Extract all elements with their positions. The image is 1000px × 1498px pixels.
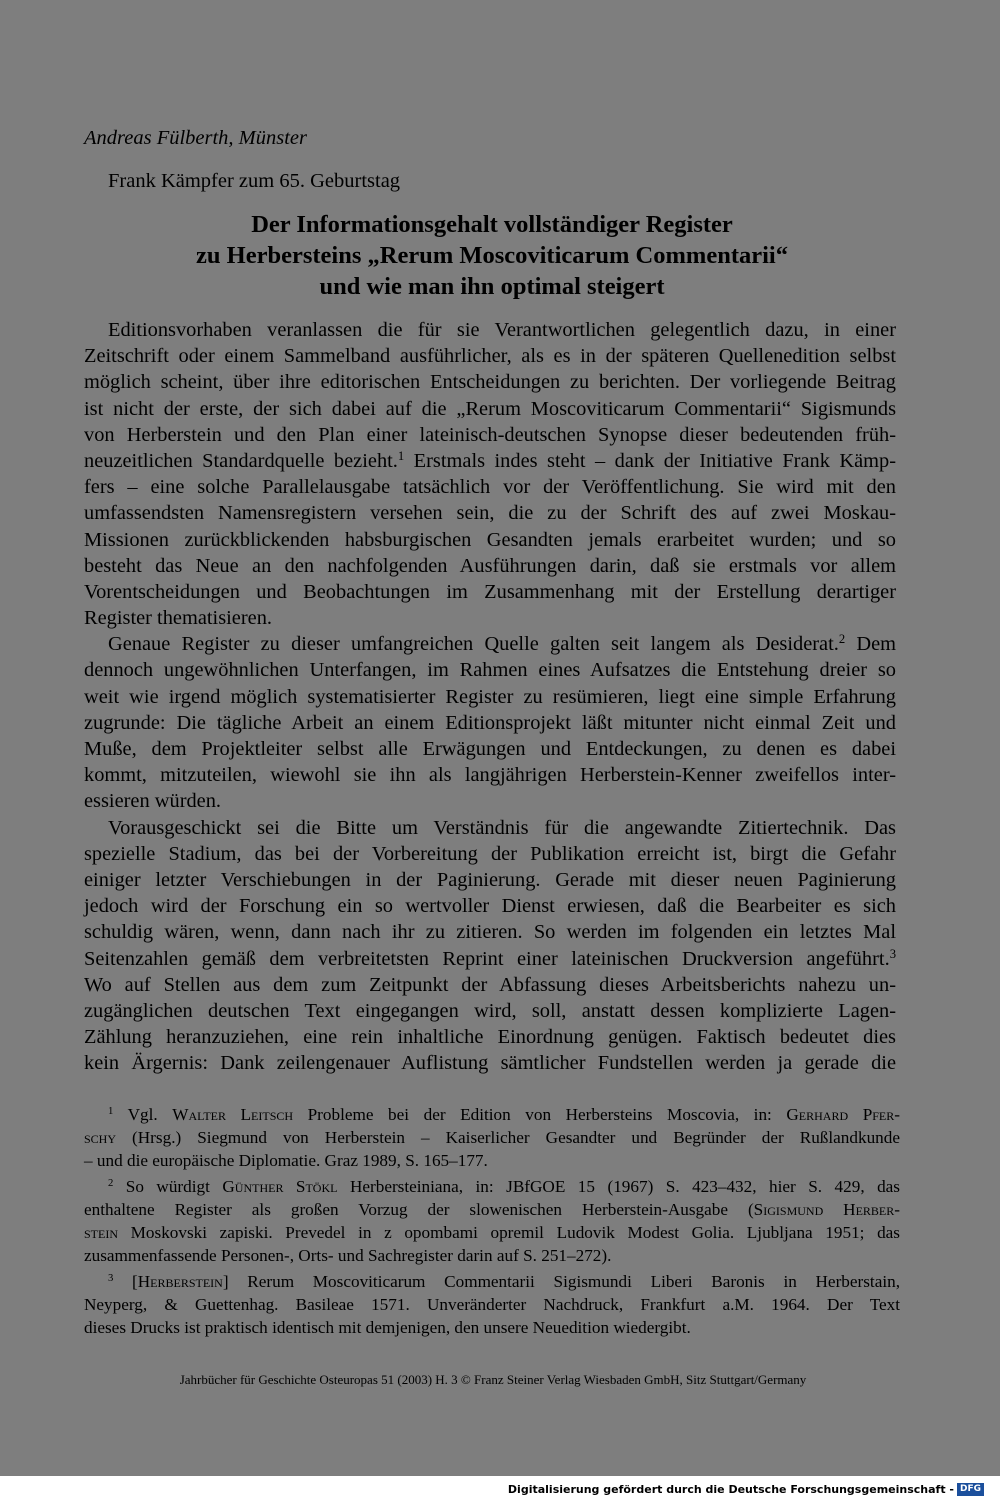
- author-name: stein: [84, 1223, 118, 1242]
- footnote-2: [84, 1175, 900, 1267]
- footnote-number: 3: [108, 1273, 114, 1285]
- footnote-line: dieses Drucks ist praktisch identisch mit demjenigen, den unsere Neuedition wiedergibt.: [84, 1318, 691, 1337]
- footnote-text: So würdigt: [113, 1177, 223, 1196]
- body-line: Vorentscheidungen und Beobachtungen im Zusammenhang mit der Erstellung derartiger: [84, 580, 896, 603]
- footnote-line: [84, 1126, 900, 1149]
- footnote-line: [84, 1270, 900, 1293]
- body-line: Wo auf Stellen aus dem zum Zeitpunkt der Abfassung dieses Arbeitsberichts nahezu un-: [84, 973, 896, 996]
- body-text: Genaue Register zu dieser umfangreichen Quelle galten seit langem als Desiderat.: [108, 633, 839, 656]
- body-text: Seitenzahlen gemäß dem verbreitetsten Reprint einer lateinischen Druckversion angeführt.: [84, 947, 890, 970]
- body-text: neuzeitlichen Standardquelle bezieht.: [84, 449, 398, 472]
- footnote-line: – und die europäische Diplomatie. Graz 1989, S. 165–177.: [84, 1151, 488, 1170]
- journal-citation: Jahrbücher für Geschichte Osteuropas 51 (2003) H. 3 © Franz Steiner Verlag Wiesbaden GmbH, Sitz Stuttgart/Germany: [179, 1372, 807, 1387]
- body-line: jedoch wird der Forschung ein so wertvoller Dienst erwiesen, daß die Bearbeiter es sich: [84, 895, 896, 918]
- body-line: Zählung heranzuziehen, eine rein inhaltliche Einordnung genügen. Faktisch bedeutet dies: [84, 1026, 896, 1049]
- title-line-1: Der Informationsgehalt vollständiger Register: [251, 211, 733, 238]
- footnote-number: 2: [108, 1178, 114, 1190]
- footnote-line: [84, 1103, 900, 1126]
- footnote-1: [84, 1103, 900, 1172]
- body-line: essieren würden.: [84, 790, 222, 813]
- footnote-text: [: [113, 1272, 138, 1291]
- digitization-text: Digitalisierung gefördert durch die Deutsche Forschungsgemeinschaft -: [507, 1482, 954, 1496]
- body-line: kommt, mitzuteilen, wiewohl sie ihn als langjährigen Herberstein-Kenner zweifellos inter-: [84, 764, 896, 787]
- body-line: [84, 946, 896, 972]
- footnote-marker: 1: [397, 448, 405, 463]
- body-line: einiger letzter Verschiebungen in der Paginierung. Gerade mit dieser neuen Paginierung: [84, 868, 896, 891]
- footnote-line: [84, 1175, 900, 1198]
- footnotes: [84, 1103, 900, 1339]
- body-line: besteht das Neue an den nachfolgenden Ausführungen darin, daß sie erstmals vor allem: [84, 554, 896, 577]
- author-line: Andreas Fülberth, Münster: [84, 127, 308, 149]
- body-line: weit wie irgend möglich systematisierter Register zu resümieren, liegt eine simple Erfahrung: [84, 685, 896, 708]
- title-line-3: und wie man ihn optimal steigert: [319, 273, 665, 300]
- article-title: [84, 209, 900, 302]
- footnote-line: zusammenfassende Personen-, Orts- und Sachregister darin auf S. 251–272).: [84, 1246, 612, 1265]
- body-text: Erstmals indes steht – dank der Initiative Frank Kämp-: [404, 449, 896, 472]
- digitization-notice: [508, 1482, 984, 1496]
- footnote-text: Probleme bei der Edition von Herbersteins Moscovia, in:: [293, 1105, 787, 1124]
- dfg-logo-icon: DFG: [957, 1483, 984, 1496]
- author-name: Gerhard Pfer-: [786, 1105, 900, 1124]
- footnote-3: [84, 1270, 900, 1339]
- body-line: [84, 631, 896, 657]
- body-line: Editionsvorhaben veranlassen die für sie Verantwortlichen gelegentlich dazu, in einer: [108, 319, 896, 341]
- footnote-line: [84, 1221, 900, 1244]
- body-text: Dem: [845, 633, 897, 656]
- article-body: [84, 317, 896, 1076]
- footnote-text: Herbersteiniana, in: JBfGOE 15 (1967) S. 423–432, hier S. 429, das: [337, 1177, 900, 1196]
- footnote-text: Moskovski zapiski. Prevedel in z opombami opremil Ludovik Modest Golia. Ljubljana 1951; das: [118, 1223, 900, 1242]
- author-name: schy: [84, 1128, 117, 1147]
- author-name: Herberstein: [137, 1272, 223, 1291]
- body-line: umfassendsten Namensregistern versehen sein, die zu der Schrift des auf zwei Moskau-: [84, 502, 896, 525]
- footnote-text: Vgl.: [113, 1105, 173, 1124]
- footnote-marker: 3: [889, 946, 896, 961]
- body-line: möglich scheint, über ihre editorischen Entscheidungen zu berichten. Der vorliegende Beitrag: [84, 371, 896, 394]
- author-name: Günther Stökl: [222, 1177, 338, 1196]
- dedication-line: Frank Kämpfer zum 65. Geburtstag: [108, 170, 401, 192]
- body-line: [84, 448, 896, 474]
- title-line-2: zu Herbersteins „Rerum Moscoviticarum Commentarii“: [196, 242, 788, 269]
- body-line: von Herberstein und den Plan einer lateinisch-deutschen Synopse dieser bedeutenden früh-: [84, 423, 896, 446]
- body-line: Missionen zurückblickenden habsburgischen Gesandten jemals erarbeitet wurden; und so: [84, 528, 896, 551]
- body-line: fers – eine solche Parallelausgabe tatsächlich vor der Veröffentlichung. Sie wird mit den: [84, 476, 896, 499]
- footnote-text: enthaltene Register als großen Vorzug der slowenischen Herberstein-Ausgabe (: [84, 1200, 754, 1219]
- author-name: Sigismund Herber-: [753, 1200, 900, 1219]
- footnote-marker: 2: [838, 632, 846, 647]
- footnote-number: 1: [108, 1106, 114, 1118]
- body-line: Zeitschrift oder einem Sammelband ausführlicher, als es in der späteren Quellenedition selbst: [84, 345, 896, 368]
- footnote-line: Neyperg, & Guettenhag. Basileae 1571. Unveränderter Nachdruck, Frankfurt a.M. 1964. Der Text: [84, 1295, 900, 1314]
- author-name: Walter Leitsch: [172, 1105, 294, 1124]
- body-line: zugrunde: Die tägliche Arbeit an einem Editionsprojekt läßt mitunter nicht einmal Zeit und: [84, 711, 896, 734]
- body-line: Vorausgeschickt sei die Bitte um Verständnis für die angewandte Zitiertechnik. Das: [108, 816, 896, 839]
- body-line: zugänglichen deutschen Text eingegangen wird, soll, anstatt dessen komplizierte Lagen-: [84, 999, 896, 1022]
- footnote-text: (Hrsg.) Siegmund von Herberstein – Kaiserlicher Gesandter und Begründer der Rußlandkunde: [116, 1128, 900, 1147]
- body-line: ist nicht der erste, der sich dabei auf die „Rerum Moscoviticarum Commentarii“ Sigismunds: [84, 397, 896, 420]
- body-line: kein Ärgernis: Dank zeilengenauer Auflistung sämtlicher Fundstellen werden ja gerade die: [84, 1052, 896, 1075]
- body-line: Muße, dem Projektleiter selbst alle Erwägungen und Entdeckungen, zu denen es dabei: [84, 738, 896, 760]
- body-line: schuldig wären, wenn, dann nach ihr zu zitieren. So werden im folgenden ein letztes Mal: [84, 921, 896, 944]
- footnote-text: ] Rerum Moscoviticarum Commentarii Sigismundi Liberi Baronis in Herberstain,: [222, 1272, 900, 1291]
- footnote-line: [84, 1198, 900, 1221]
- body-line: Register thematisieren.: [84, 607, 272, 630]
- body-line: spezielle Stadium, das bei der Vorbereitung der Publikation erreicht ist, birgt die Gefahr: [84, 842, 896, 865]
- body-line: dennoch ungewöhnlichen Unterfangen, im Rahmen eines Aufsatzes die Entstehung dreier so: [84, 659, 896, 682]
